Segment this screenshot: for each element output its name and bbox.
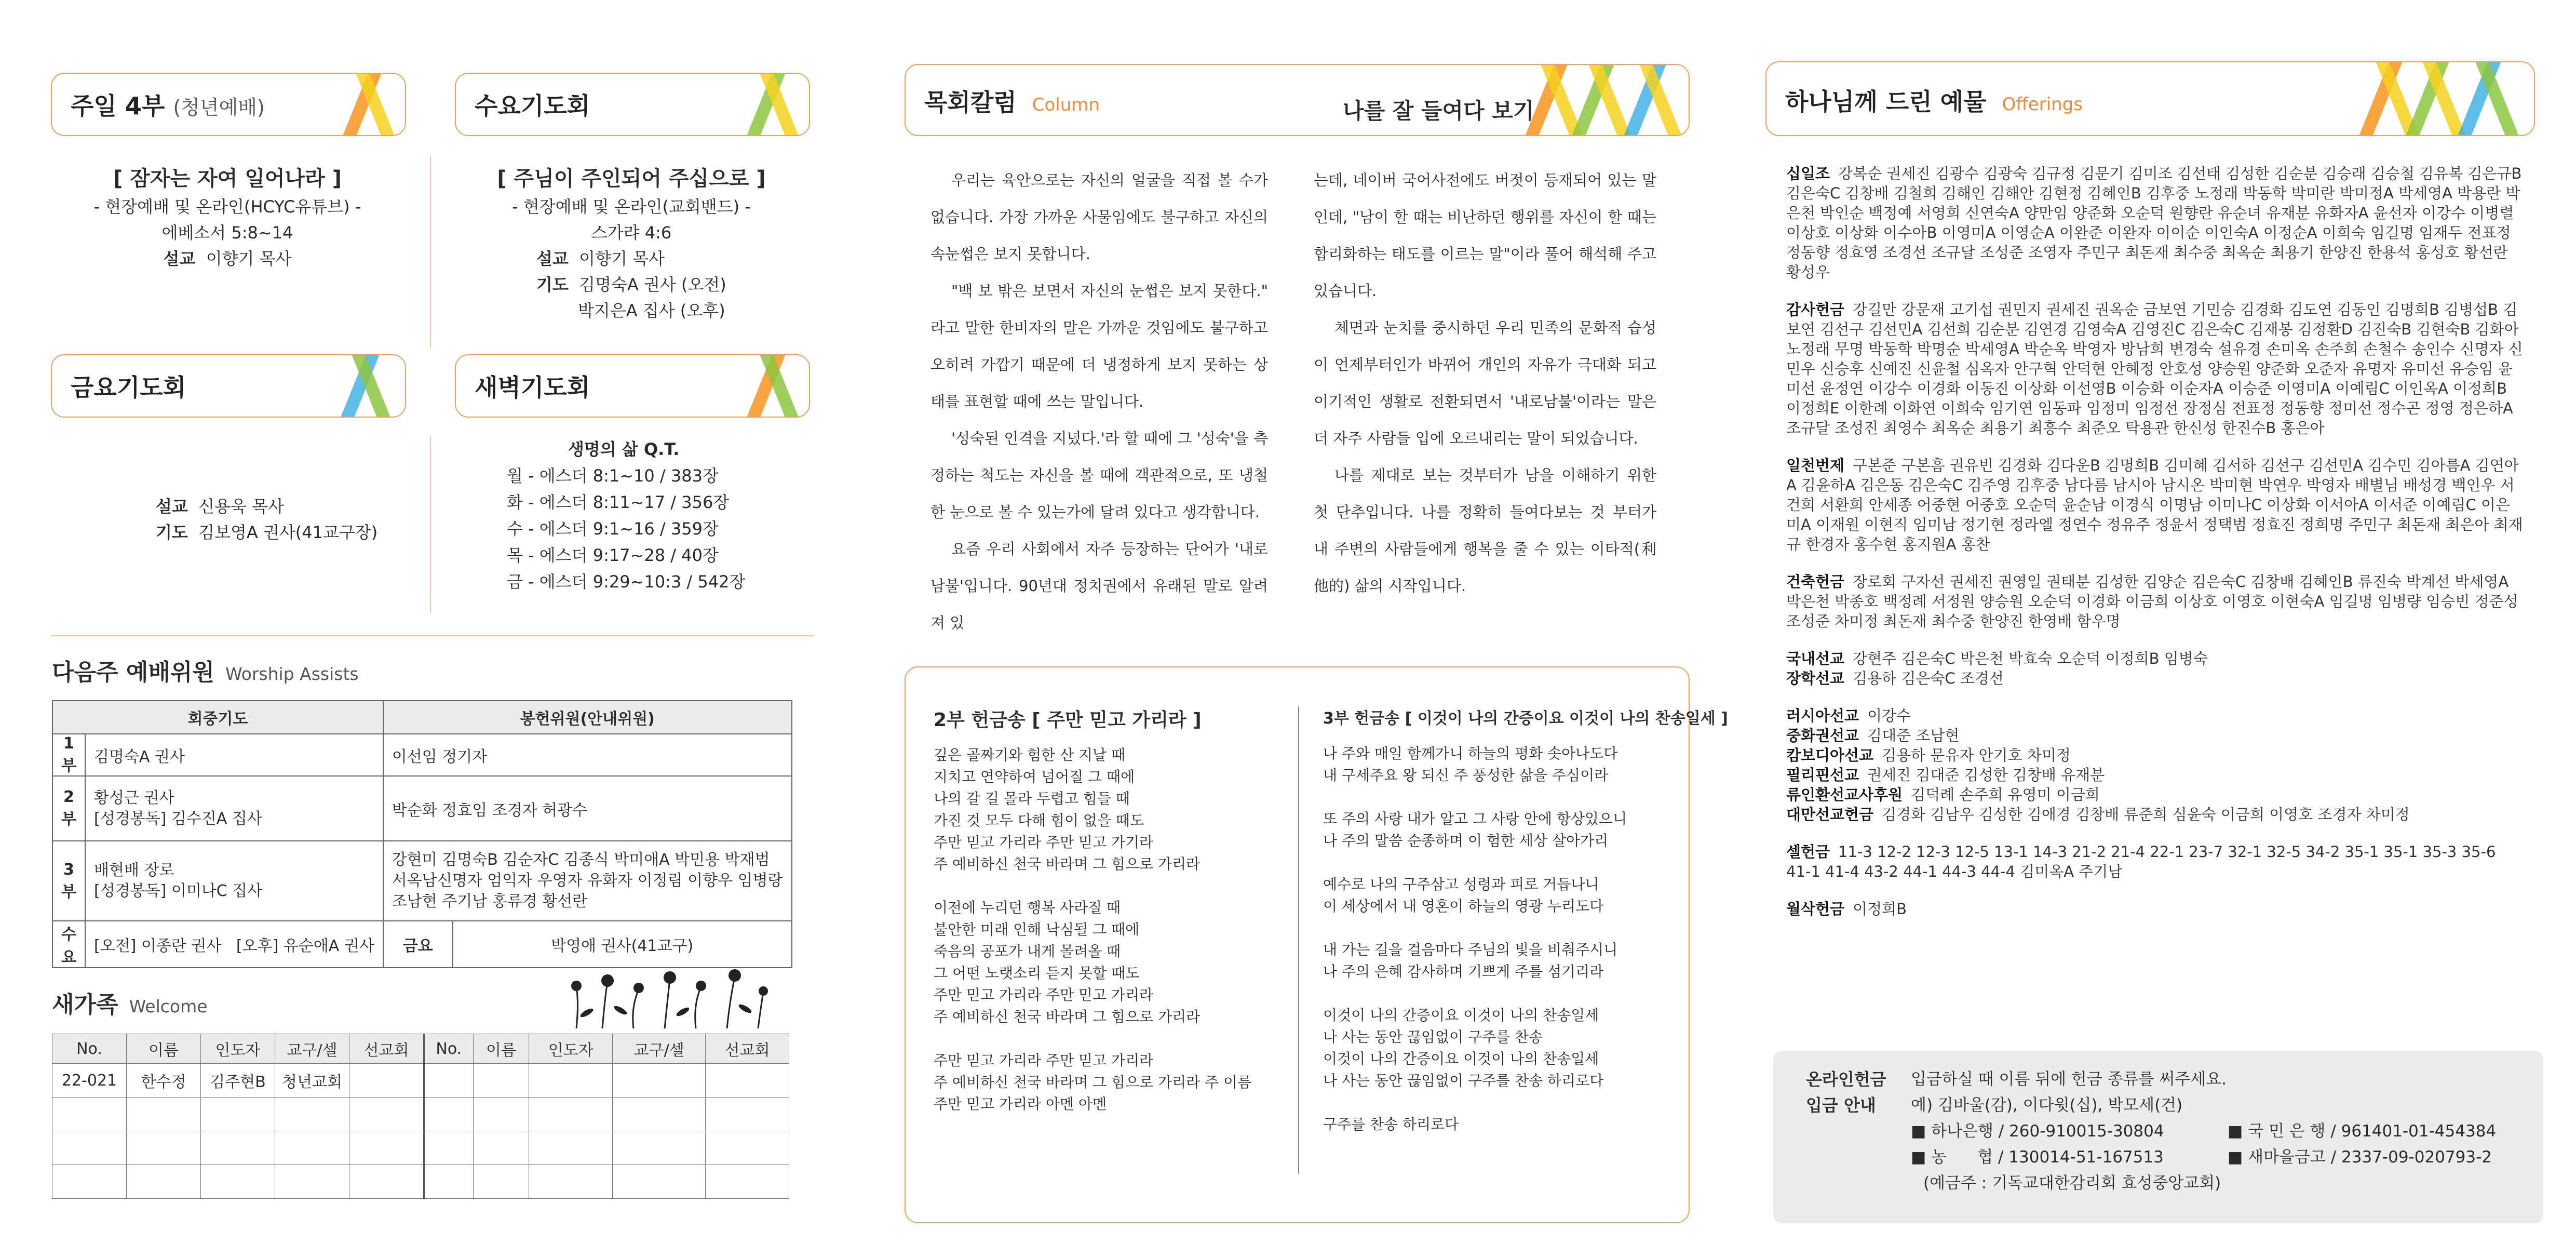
deposit-label: 입금 안내 (1806, 1095, 1876, 1115)
wednesday-prayer-cell: [오전] 이종란 권사 [오후] 유순애A 권사 (85, 921, 383, 968)
prayer-label: 기도 (536, 275, 569, 295)
offering-group (1786, 300, 2524, 438)
offering-names: 이강수 (1867, 707, 1911, 725)
song1 (934, 705, 1287, 1115)
offering-label: 필리핀선교 (1786, 766, 1859, 784)
newcomers-title: 새가족 (52, 992, 118, 1018)
bank-account: ■ 국 민 은 행 / 961401-01-454384 (2228, 1122, 2497, 1141)
wednesday-header (455, 73, 810, 136)
offering-group (1786, 706, 2524, 824)
ushers-cell: 강현미 김명숙B 김순자C 김종식 박미애A 박민용 박재범 서옥남신명자 엄익자 우영자 유화자 이정림 이향우 임병랑 조남현 주기남 홍류경 황선란 (383, 841, 792, 921)
worship-assists-title-en: Worship Assists (225, 664, 359, 684)
wednesday-title: 수요기도회 (475, 92, 590, 120)
offering-group (1786, 842, 2524, 881)
offering-label: 대만선교헌금 (1786, 806, 1874, 823)
lyric-line: 구주를 찬송 하리로다 (1323, 1116, 1459, 1133)
offering-item (1786, 726, 2524, 745)
service-label: 2부 (52, 776, 85, 841)
sunday4-sermon-title: [ 잠자는 자여 일어나라 ] (113, 167, 342, 191)
offering-item (1786, 899, 2524, 919)
friday-usher-cell: 박영애 권사(41교구) (453, 921, 792, 968)
prayer-cell: 황성근 권사 [성경봉독] 김수진A 집사 (85, 776, 383, 841)
offering-names: 김용하 김은숙C 조경선 (1853, 670, 2004, 687)
wednesday-sermon-title: [ 주님이 주인되어 주십으로 ] (497, 167, 766, 191)
offering-names: 김경화 김남우 김성한 김애경 김창배 류준희 심윤숙 이금희 이영호 조경자 차미정 (1882, 806, 2410, 823)
offering-names: 강길만 강문재 고기섭 권민지 권세진 권옥순 금보연 기민승 김경화 김도연 김동인 김명희B 김병섭B 김보연 김선구 김선민A 김선희 김순분 김연경 김영숙A 김영진C 김은숙C 김재봉 김정환D 김진숙B 김현숙B 김화아 노정래 무명 박동학 박명순 박세영A 박순옥 박영자 방남희 변경숙 설유경 손미옥 손주희 손철수 송인수 신명자 신민우 신승후 신예진 신윤철 심옥자 안구혁 안덕현 안혜정 안호성 양승원 양준화 오준자 유명자 유미선 유승임 윤미선 윤정연 이강수 이경화 이동진 이상화 이선영B 이승화 이순자A 이승준 이영미A 이예림C 이인옥A 이정희B 이정희E 이한례 이화연 이희숙 임기연 임동파 임정미 임정선 장정심 전표정 정동향 정미선 정수곤 정영 정은하A 조규달 조성진 최영수 최옥순 최용기 최흥수 최준오 탁용관 한신성 한진수B 홍은아 (1786, 301, 2523, 437)
table-header: 회중기도 (52, 701, 383, 734)
offering-group (1786, 649, 2524, 688)
column-paragraph: 체면과 눈치를 중시하던 우리 민족의 문화적 습성이 언제부터인가 바뀌어 개인의 자유가 극대화 되고 이기적인 생활로 전환되면서 '내로남불'이라는 말은 더 자주 사람들 입에 오르내리는 말이 되었습니다. (1314, 319, 1656, 447)
wednesday-content (455, 164, 808, 324)
online-giving-labels (1806, 1066, 1886, 1118)
lyric-line: 나의 갈 길 몰라 두렵고 힘들 때 (934, 790, 1130, 807)
table-row (52, 1165, 789, 1199)
sunday4-scripture: 에베소서 5:8~14 (161, 223, 293, 243)
friday-header (51, 354, 406, 418)
friday-preacher: 신용욱 목사 (198, 497, 284, 516)
lyric-line: 이전에 누리던 행복 사라질 때 (934, 899, 1121, 916)
lyric-line: 나 주의 은혜 감사하며 기쁘게 주를 섬기리라 (1323, 963, 1604, 980)
table-header: 선교회 (349, 1034, 424, 1064)
table-cell (473, 1064, 529, 1098)
lyric-line: 주 예비하신 천국 바라며 그 힘으로 가리라 (934, 1008, 1201, 1025)
lyric-line: 내 가는 길을 걸음마다 주님의 빛을 비춰주시니 (1323, 941, 1618, 958)
divider (430, 436, 431, 613)
offering-item (1786, 745, 2524, 765)
table-cell: 김주현B (201, 1064, 275, 1098)
sunday4-preacher: 이향기 목사 (206, 249, 292, 269)
lyric-line (934, 875, 1287, 897)
sunday4-content (51, 164, 404, 272)
song2-title: 3부 헌금송 [ 이것이 나의 간증이요 이것이 나의 찬송일세 ] (1323, 710, 1728, 728)
offering-item (1786, 300, 2524, 438)
lyric-line: 이것이 나의 간증이요 이것이 나의 찬송일세 (1323, 1007, 1599, 1024)
offering-names: 권세진 김대준 김성한 김창배 유재분 (1867, 766, 2105, 784)
service-label: 3부 (52, 841, 85, 921)
offering-names: 강현주 김은숙C 박은천 박효숙 오순덕 이정희B 임병숙 (1853, 650, 2208, 667)
offering-label: 러시아선교 (1786, 707, 1859, 725)
sunday4-subtitle: (청년예배) (173, 96, 265, 119)
lyric-line (934, 1028, 1287, 1050)
lyric-line: 주만 믿고 가리라 주만 믿고 가기라 (934, 834, 1154, 851)
offering-item (1786, 649, 2524, 668)
offering-item (1786, 706, 2524, 726)
dawn-reading: 화 - 에스더 8:11~17 / 356장 (507, 492, 730, 512)
column-paragraph: 요즘 우리 사회에서 자주 등장하는 단어가 '내로남불'입니다. 90년대 정치권에서 유래된 말로 알려져 있 (930, 540, 1268, 632)
stripe-decoration (332, 74, 405, 135)
lyric-line: 예수로 나의 구주삼고 성령과 피로 거듭나니 (1323, 876, 1599, 893)
table-row (52, 776, 792, 841)
sunday4-note: - 현장예배 및 온라인(HCYC유튜브) - (93, 197, 361, 217)
lyric-line: 지치고 연약하여 넘어질 그 때에 (934, 768, 1135, 785)
table-header: 교구/셀 (613, 1034, 706, 1064)
lyric-line: 주 예비하신 천국 바라며 그 힘으로 가리라 주 이름 (934, 1074, 1252, 1091)
column-paragraph: 나를 제대로 보는 것부터가 남을 이해하기 위한 첫 단추입니다. 나를 정확히 들여다보는 것 부터가 내 주변의 사람들에게 행복을 줄 수 있는 이타적(利他的) 삶의 시작입니다. (1314, 466, 1656, 595)
service-label: 금요 (383, 921, 453, 968)
preacher-label: 설교 (156, 497, 188, 516)
offering-names: 11-3 12-2 12-3 12-5 13-1 14-3 21-2 21-4 22-1 23-7 32-1 32-5 34-2 35-1 35-1 35-3 35-6 41-1 41-4 43-2 44-1 44-3 44-4 김미옥A 주기남 (1786, 843, 2496, 880)
bank-account: ■ 하나은행 / 260-910015-30804 (1911, 1122, 2164, 1141)
online-label: 온라인헌금 (1806, 1069, 1886, 1089)
stripe-decoration (332, 355, 405, 417)
song2-lyrics (1323, 743, 1676, 1135)
sunday4-title: 주일 4부 (71, 92, 165, 120)
table-header: 봉헌위원(안내위원) (383, 701, 792, 734)
column-header (905, 64, 1690, 136)
flower-illustration (556, 966, 784, 1028)
stripe-decoration (736, 74, 809, 135)
lyric-line (1323, 852, 1676, 874)
lyric-line (1323, 1092, 1676, 1114)
offering-item (1786, 765, 2524, 785)
table-cell (349, 1064, 424, 1098)
table-row (52, 921, 792, 968)
song1-title: 2부 헌금송 [ 주만 믿고 가리라 ] (934, 710, 1202, 731)
service-label: 수요 (52, 921, 85, 968)
prayer-label: 기도 (156, 523, 188, 542)
offering-names: 구본준 구본흠 권유빈 김경화 김다운B 김명희B 김미혜 김서하 김선구 김선민A 김수민 김아름A 김연아A 김윤하A 김은동 김은숙C 김주영 김후중 남다름 남시아 남시온 박미현 박연우 박영자 배별님 배성경 백인우 서건희 서환희 안세종 어중현 어중호 오순덕 윤순남 이경식 이명남 이미나C 이상화 이서아A 이서준 이예림C 이은미A 이재원 이현직 임미남 정기현 정라엘 정연수 정유주 정윤서 정택범 정효진 정희명 주민구 최돈재 최은아 최재규 한경자 홍수현 홍지원A 홍찬 (1786, 457, 2523, 553)
table-header: 이름 (127, 1034, 201, 1064)
online-instruction: 입금하실 때 이름 뒤에 헌금 종류를 써주세요. (1911, 1070, 2227, 1089)
wednesday-prayer2: 박지은A 집사 (오후) (578, 301, 725, 320)
dawn-content (507, 436, 798, 595)
ushers-cell: 이선임 정기자 (383, 734, 792, 776)
song2 (1323, 705, 1728, 1135)
offering-group (1786, 899, 2524, 919)
table-row (52, 1131, 789, 1165)
offering-item (1786, 668, 2524, 688)
table-header: No. (52, 1034, 127, 1064)
table-header-row (52, 1034, 789, 1064)
lyric-line: 주만 믿고 가리라 주만 믿고 가리라 (934, 1052, 1154, 1069)
offering-label: 중화권선교 (1786, 727, 1859, 744)
dawn-header (455, 354, 810, 418)
offering-item (1786, 572, 2524, 631)
lyric-line: 나 사는 동안 끊임없이 구주를 찬송 (1323, 1028, 1543, 1046)
dawn-reading: 금 - 에스더 9:29~10:3 / 542장 (507, 572, 746, 592)
friday-content (156, 493, 415, 545)
offering-label: 셀헌금 (1786, 843, 1830, 861)
table-header-row (52, 701, 792, 734)
dawn-reading: 목 - 에스더 9:17~28 / 40장 (507, 545, 719, 565)
offering-names: 강복순 권세진 김광수 김광숙 김규정 김문기 김미조 김선태 김성한 김순분 김승래 김승철 김유복 김은규B 김은숙C 김창배 김철희 김해인 김해안 김현정 김혜인B 김후중 노정래 박동학 박미란 박미정A 박세영A 박용란 박은천 박인순 백정예 서영희 신연숙A 양만임 양준화 오순덕 원향란 유순녀 유재분 유화자A 윤선자 이강수 이병렬 이상호 이상화 이수아B 이영미A 이영순A 이완준 이완자 이이순 이인숙A 이정순A 이희숙 임길명 임재두 전표정 정동향 정효영 조경선 조규달 조성준 조영자 주민구 최돈재 최수중 최옥순 최용기 한양진 한용석 홍성호 황선란 황성우 (1786, 165, 2522, 281)
offering-label: 캄보디아선교 (1786, 746, 1874, 764)
lyric-line: 나 주의 말씀 순종하며 이 험한 세상 살아가리 (1323, 832, 1609, 849)
lyric-line (1323, 983, 1676, 1005)
table-cell (424, 1064, 474, 1098)
table-header: 이름 (473, 1034, 529, 1064)
table-row (52, 1098, 789, 1131)
column-paragraph: 우리는 육안으로는 자신의 얼굴을 직접 볼 수가 없습니다. 가장 가까운 사물임에도 불구하고 자신의 속눈썹은 보지 못합니다. (930, 171, 1268, 263)
column-paragraph: 는데, 네이버 국어사전에도 버젓이 등재되어 있는 말인데, "남이 할 때는 비난하던 행위를 자신이 할 때는 합리화하는 태도를 이르는 말"이라 풀어 해석해 주고 있습니다. (1314, 171, 1656, 300)
stripe-decoration (736, 355, 809, 417)
dawn-reading: 수 - 에스더 9:1~16 / 359장 (507, 519, 719, 539)
prayer-cell: 배현배 장로 [성경봉독] 이미나C 집사 (85, 841, 383, 921)
column-paragraph: '성숙된 인격을 지녔다.'라 할 때에 그 '성숙'을 측정하는 척도는 자신을 볼 때에 객관적으로, 또 냉철한 눈으로 볼 수 있는가에 달려 있다고 생각합니다. (930, 430, 1268, 521)
lyric-line: 가진 것 모두 다해 힘이 없을 때도 (934, 812, 1144, 829)
service-label: 1부 (52, 734, 85, 776)
account-holder: (예금주 : 기독교대한감리회 효성중앙교회) (1923, 1174, 2221, 1193)
table-header: No. (424, 1034, 474, 1064)
offering-label: 장학선교 (1786, 670, 1845, 687)
lyric-line: 나 주와 매일 함께가니 하늘의 평화 솟아나도다 (1323, 745, 1618, 762)
wednesday-preacher: 이향기 목사 (579, 249, 665, 269)
offering-group (1786, 456, 2524, 554)
table-row (52, 1064, 789, 1098)
lyric-line (1323, 786, 1676, 808)
lyric-line: 죽음의 공포가 내게 몰려올 때 (934, 943, 1121, 960)
offering-item (1786, 164, 2524, 282)
offering-names: 장로회 구자선 권세진 권영일 권태분 김성한 김양순 김은숙C 김창배 김혜인B 류진숙 박계선 박세영A 박은천 박종호 백정례 서정원 양승원 오순덕 이경화 이금희 이상호 이영호 이현숙A 임길명 임병량 임승빈 정준성 조성준 차미정 최돈재 최수중 한양진 한영배 함우명 (1786, 573, 2518, 630)
table-header: 인도자 (529, 1034, 613, 1064)
offerings-title: 하나님께 드린 예물 (1785, 88, 1987, 116)
offering-group (1786, 164, 2524, 282)
divider (430, 156, 431, 348)
offering-label: 건축헌금 (1786, 573, 1845, 591)
offering-label: 월삭헌금 (1786, 900, 1845, 918)
column-subtitle: 나를 잘 들여다 보기 (1343, 98, 1534, 124)
preacher-label: 설교 (163, 249, 196, 269)
worship-assists-title: 다음주 예배위원 (52, 659, 214, 686)
ushers-cell: 박순화 정효임 조경자 허광수 (383, 776, 792, 841)
wednesday-prayer1: 김명숙A 권사 (오전) (579, 275, 726, 295)
offerings-header (1765, 61, 2535, 136)
lyric-line: 또 주의 사랑 내가 알고 그 사랑 안에 항상있으니 (1323, 810, 1627, 827)
lyric-line: 깊은 골짜기와 험한 산 지날 때 (934, 746, 1126, 764)
offering-label: 감사헌금 (1786, 301, 1845, 318)
friday-prayer: 김보영A 권사(41교구장) (198, 523, 378, 542)
lyric-line: 주만 믿고 가리라 주만 믿고 가리라 (934, 986, 1154, 1003)
friday-title: 금요기도회 (71, 373, 186, 402)
offering-names: 김용하 문유자 안기호 차미정 (1882, 746, 2071, 764)
lyric-line: 이 세상에서 내 영혼이 하늘의 영광 누리도다 (1323, 898, 1604, 915)
offering-names: 이정희B (1853, 900, 1907, 918)
newcomers-heading (52, 986, 208, 1019)
lyric-line: 그 어떤 노랫소리 듣지 못할 때도 (934, 965, 1140, 982)
newcomers-title-en: Welcome (129, 996, 208, 1016)
offering-label: 류인환선교사후원 (1786, 786, 1903, 804)
prayer-cell: 김명숙A 권사 (85, 734, 383, 776)
table-cell (529, 1064, 613, 1098)
offering-item (1786, 456, 2524, 554)
offering-group (1786, 572, 2524, 631)
offering-item (1786, 805, 2524, 824)
wednesday-scripture: 스가랴 4:6 (591, 223, 672, 243)
section-divider (51, 635, 814, 636)
table-cell: 한수정 (127, 1064, 201, 1098)
table-cell: 청년교회 (275, 1064, 349, 1098)
column-title: 목회칼럼 (924, 88, 1017, 116)
table-cell (706, 1064, 789, 1098)
lyric-line: 나 사는 동안 끊임없이 구주를 찬송 하리로다 (1323, 1072, 1604, 1089)
column-title-en: Column (1032, 95, 1100, 115)
offering-label: 국내선교 (1786, 650, 1845, 667)
preacher-label: 설교 (536, 249, 569, 269)
sunday4-header (51, 73, 406, 136)
offering-item (1786, 842, 2524, 881)
table-cell: 22-021 (52, 1064, 127, 1098)
column-text-left (930, 162, 1268, 641)
online-example: 예) 김바울(감), 이다윗(십), 박모세(건) (1911, 1096, 2183, 1115)
offering-item (1786, 785, 2524, 805)
table-row (52, 841, 792, 921)
lyric-line: 이것이 나의 간증이요 이것이 나의 찬송일세 (1323, 1050, 1599, 1067)
table-header: 선교회 (706, 1034, 789, 1064)
newcomers-table (52, 1034, 789, 1199)
column-text-right (1314, 162, 1656, 605)
dawn-title: 새벽기도회 (475, 373, 590, 402)
songs-divider (1298, 706, 1299, 1174)
table-cell (613, 1064, 706, 1098)
offerings-title-en: Offerings (2002, 94, 2083, 115)
worship-assists-heading (52, 653, 359, 687)
offering-label: 십일조 (1786, 165, 1830, 182)
stripe-decoration (2358, 62, 2535, 135)
table-header: 교구/셀 (275, 1034, 349, 1064)
song1-lyrics (934, 744, 1287, 1115)
lyric-line (1323, 917, 1676, 939)
wednesday-note: - 현장예배 및 온라인(교회밴드) - (512, 197, 751, 217)
offering-label: 일천번제 (1786, 457, 1845, 474)
lyric-line: 주 예비하신 천국 바라며 그 힘으로 가리라 (934, 855, 1201, 873)
dawn-qt-title: 생명의 삶 Q.T. (568, 439, 680, 459)
lyric-line: 주만 믿고 가리라 아멘 아멘 (934, 1095, 1107, 1113)
dawn-reading: 월 - 에스더 8:1~10 / 383장 (507, 466, 719, 486)
worship-assists-table (52, 700, 792, 968)
table-header: 인도자 (201, 1034, 275, 1064)
offering-names: 김덕례 손주희 유영미 이금희 (1911, 786, 2100, 804)
online-giving-info (1911, 1066, 2534, 1196)
lyric-line: 불안한 미래 인해 낙심될 그 때에 (934, 921, 1140, 938)
offering-names: 김대준 조남현 (1867, 727, 1960, 744)
lyric-line: 내 구세주요 왕 되신 주 풍성한 삶을 주심이라 (1323, 767, 1609, 784)
table-row (52, 734, 792, 776)
bank-account: ■ 새마을금고 / 2337-09-020793-2 (2228, 1148, 2492, 1167)
column-paragraph: "백 보 밖은 보면서 자신의 눈썹은 보지 못한다." 라고 말한 한비자의 말은 가까운 것임에도 불구하고 오히려 가깝기 때문에 더 냉정하게 보지 못하는 상태를 표현할 때에 쓰는 말입니다. (930, 282, 1268, 410)
offerings-list (1786, 164, 2524, 936)
stripe-decoration (1518, 65, 1690, 135)
bank-account: ■ 농 협 / 130014-51-167513 (1911, 1148, 2164, 1167)
